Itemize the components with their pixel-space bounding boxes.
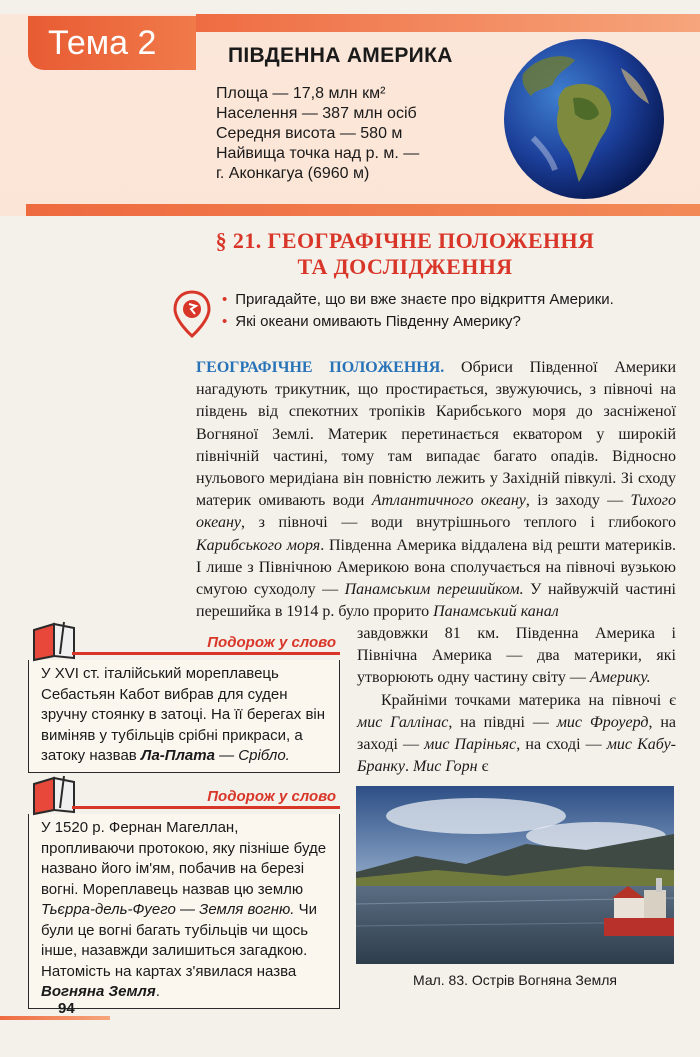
box-label: Подорож у слово [207, 634, 336, 651]
text-run: . Південна Америка віддалена від решти материків. І лише з Північною Америкою вона сполучається на півночі вузькою смугою суходолу — [196, 536, 676, 599]
term-caribbean: Карибського моря [196, 536, 321, 554]
text-run: Чи були це вогні багать тубільців чи щось інше, назавжди залишиться загадкою. Натомість на картах з'явилася назва [41, 901, 317, 980]
continent-facts [216, 84, 419, 184]
term-silver: Срібло. [238, 747, 290, 764]
text-run: , з півночі — води внутрішнього теплого і глибокого [241, 514, 676, 532]
topic-tab: Тема 2 [28, 16, 196, 70]
box-header [28, 780, 340, 814]
text-run: , на сході — [516, 736, 607, 754]
box-body [28, 814, 340, 1009]
main-text-continued [357, 623, 676, 778]
text-run: У 1520 р. Фернан Магеллан, пропливаючи протокою, яку пізніше буде названо його ім'ям, побачив на березі вогні. Мореплавець назвав цю землю [41, 819, 327, 898]
term-panama-isthmus: Панамським перешийком. [344, 581, 524, 599]
word-journey-box [28, 626, 340, 773]
book-icon [30, 774, 78, 816]
figure-caption: Мал. 83. Острів Вогняна Земля [413, 972, 617, 988]
box-header [28, 626, 340, 660]
term-cape-horn: Мис Горн [412, 758, 478, 776]
section-title-line1: § 21. ГЕОГРАФІЧНЕ ПОЛОЖЕННЯ [215, 228, 595, 253]
header-top-stripe [196, 14, 700, 32]
term-america: Америку. [589, 669, 651, 687]
paragraph-continuation [357, 623, 676, 690]
box-header-rule [72, 652, 340, 655]
box-body [28, 660, 340, 773]
continent-title: ПІВДЕННА АМЕРИКА [228, 44, 453, 67]
term-cape-branco: мис Кабу-Бранку [357, 736, 677, 776]
tierra-del-fuego-photo [356, 786, 674, 964]
term-cape-gallinas: мис Галлінас [357, 713, 449, 731]
term-panama-canal: Панамський канал [433, 603, 559, 621]
text-run: завдовжки 81 км. Південна Америка і Північна Америка — два материки, які утворюють одну частину світу — [357, 625, 676, 687]
recall-questions [222, 289, 614, 333]
term-fire-land: Вогняна Земля [41, 983, 156, 1000]
term-cape-parinas: мис Паріньяс [424, 736, 517, 754]
text-run: , із заходу — [525, 492, 631, 510]
term-cape-froward: мис Фроуерд [556, 713, 649, 731]
text-run: . [404, 758, 413, 776]
section-title-line2: ТА ДОСЛІДЖЕННЯ [297, 254, 513, 279]
question-item: • Пригадайте, що ви вже знаєте про відкриття Америки. [222, 289, 614, 311]
fact-mean-height: Середня висота — 580 м [216, 125, 403, 142]
page-number-bar [0, 1016, 110, 1020]
book-icon [30, 620, 78, 662]
term-atlantic: Атлантичного океану [371, 492, 526, 510]
section-title [170, 228, 640, 280]
term-pacific: Тихого океану [196, 492, 676, 532]
text-run: — [214, 747, 239, 764]
text-run: . [155, 983, 160, 1000]
paragraph-extreme-points [357, 690, 676, 779]
text-run: Крайніми точками материка на півночі є [381, 691, 676, 709]
text-run: У найвужчій частині перешийка в 1914 р. було прорито [196, 581, 676, 621]
fact-area: Площа — 17,8 млн км² [216, 85, 386, 102]
globe-illustration [503, 38, 665, 200]
text-run: , на заході — [357, 713, 676, 754]
subheading-geo-position: ГЕОГРАФІЧНЕ ПОЛОЖЕННЯ. [196, 359, 445, 376]
main-text [196, 357, 676, 623]
fact-highest-point-name: г. Аконкагуа (6960 м) [216, 165, 370, 182]
word-journey-box [28, 780, 340, 1009]
text-run: У XVI ст. італійський мореплавець Себастьян Кабот вибрав для суден зручну стоянку в затоці. На її берегах він виміняв у тубільців срібні прикраси, а затоку назвав [41, 665, 326, 764]
recall-pin-icon [172, 290, 212, 338]
term-tierra-del-fuego: Тьєрра-дель-Фуего — Земля вогню. [41, 901, 295, 918]
box-label: Подорож у слово [207, 788, 336, 805]
term-la-plata: Ла-Плата [140, 747, 215, 764]
page-number: 94 [58, 1000, 75, 1017]
paragraph-geo-position [196, 357, 676, 623]
text-run: Обриси Південної Америки нагадують трикутник, що простирається, звужуючись, з півночі на південь від спекотних тропіків Карибського моря до засніженої Вогняної Землі. Материк перетинається екватором у широкій північній частині, тому там випадає багато опадів. Відносно нульового меридіана він повністю лежить у Західній півкулі. Зі сходу материк омивають води [196, 359, 676, 510]
fact-highest-point: Найвища точка над р. м. — [216, 145, 420, 162]
fact-population: Населення — 387 млн осіб [216, 105, 417, 122]
text-run: є [477, 758, 489, 776]
box-header-rule [72, 806, 340, 809]
question-item: • Які океани омивають Південну Америку? [222, 311, 614, 333]
text-run: , на півдні — [448, 713, 557, 731]
